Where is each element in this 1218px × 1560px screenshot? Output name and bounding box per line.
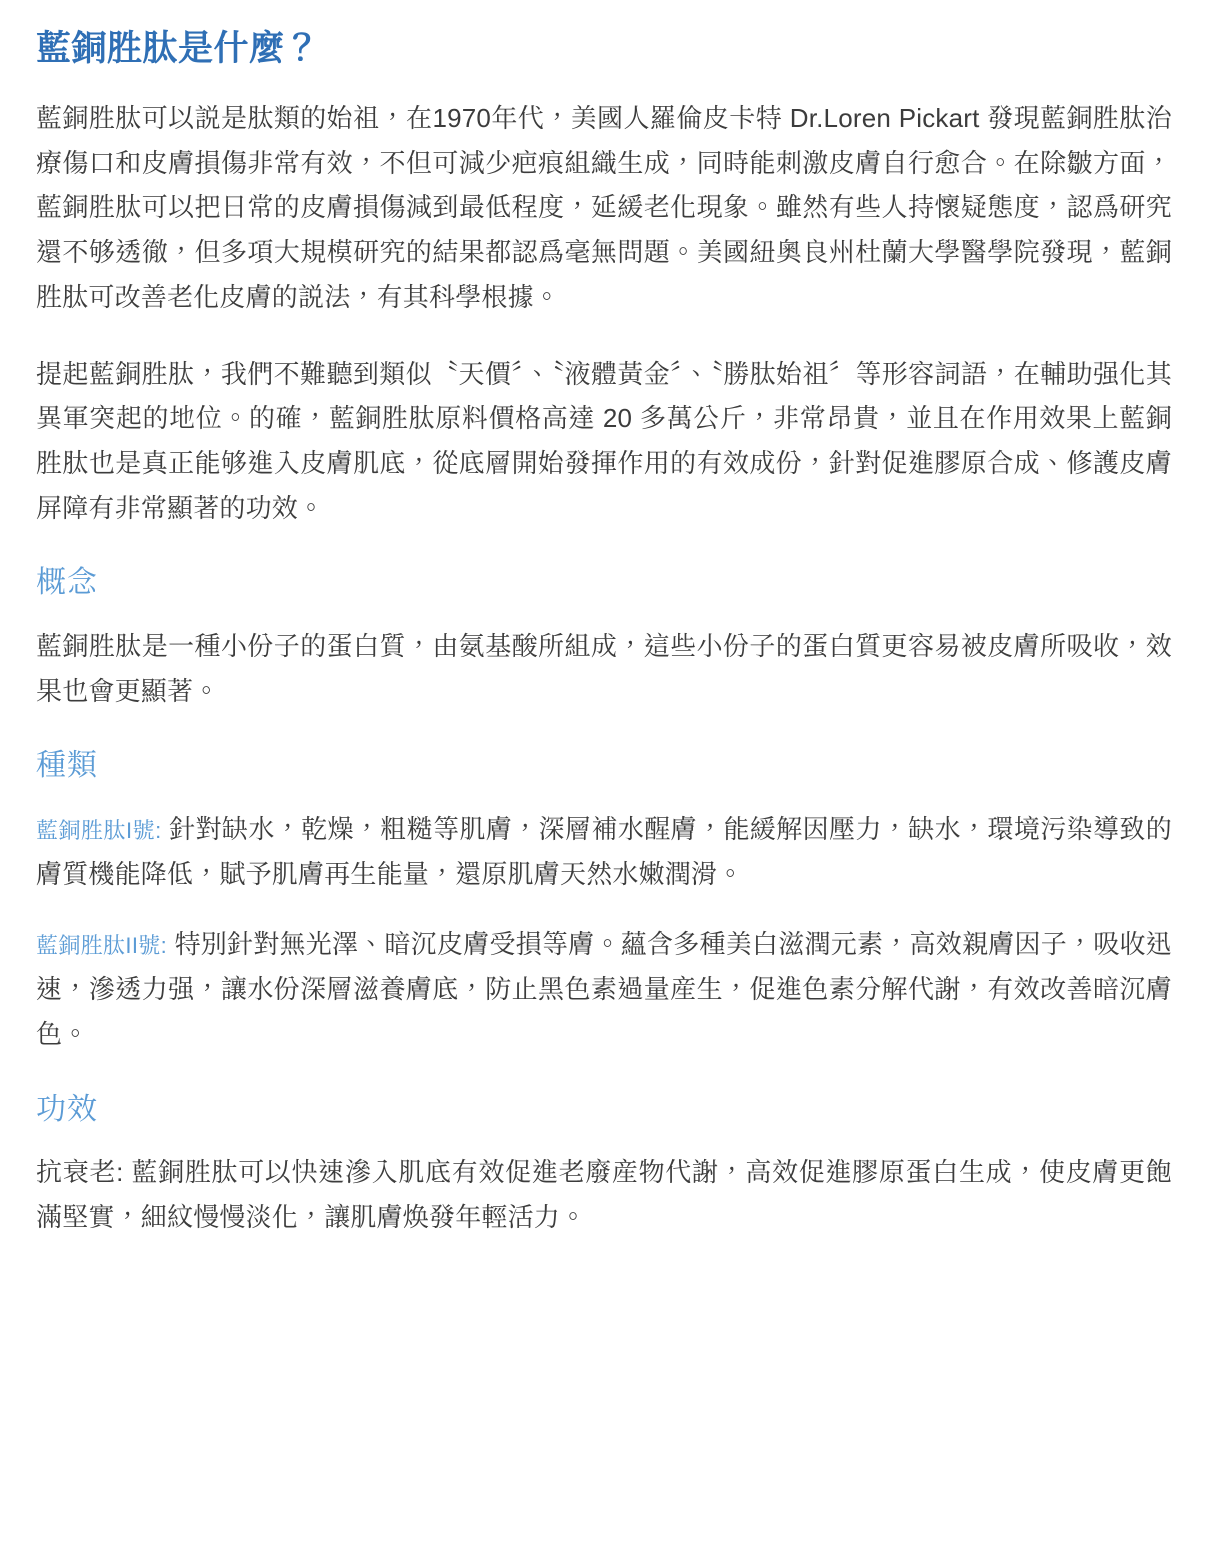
section-heading-effects: 功效 xyxy=(36,1092,98,1126)
section-heading-concept: 概念 xyxy=(36,566,98,600)
type-item-1 xyxy=(36,807,1172,896)
effect-item-1 xyxy=(36,1150,1172,1239)
type-item-2 xyxy=(36,922,1172,1056)
type-item-1-text: 針對缺水，乾燥，粗糙等肌膚，深層補水醒膚，能緩解因壓力，缺水，環境污染導致的膚質機能降低，賦予肌膚再生能量，還原肌膚天然水嫩潤滑。 xyxy=(36,813,1173,889)
type-item-2-label: 藍銅胜肽II號: xyxy=(36,933,168,959)
type-item-2-text: 特別針對無光澤、暗沉皮膚受損等膚。蘊含多種美白滋潤元素，高效親膚因子，吸收迅速，滲透力强，讓水份深層滋養膚底，防止黑色素過量産生，促進色素分解代謝，有效改善暗沉膚色。 xyxy=(36,929,1172,1049)
page-title: 藍銅胜肽是什麼？ xyxy=(36,29,321,68)
section-heading-types: 種類 xyxy=(36,749,98,783)
effect-item-1-label: 抗衰老: xyxy=(36,1157,124,1187)
effect-item-1-text: 藍銅胜肽可以快速滲入肌底有效促進老廢産物代謝，高效促進膠原蛋白生成，使皮膚更飽滿堅實，細紋慢慢淡化，讓肌膚焕發年輕活力。 xyxy=(36,1157,1172,1232)
intro-paragraph-1: 藍銅胜肽可以説是肽類的始祖，在1970年代，美國人羅倫皮卡特 Dr.Loren Pickart 發現藍銅胜肽治療傷口和皮膚損傷非常有效，不但可減少疤痕組織生成，同時能刺激皮膚自行愈合。在除皺方面，藍銅胜肽可以把日常的皮膚損傷減到最低程度，延緩老化現象。雖然有些人持懷疑態度，認爲研究還不够透徹，但多項大規模研究的結果都認爲毫無問題。美國紐奧良州杜蘭大學醫學院發現，藍銅胜肽可改善老化皮膚的説法，有其科學根據。 xyxy=(36,103,1172,312)
type-item-1-label: 藍銅胜肽I號: xyxy=(36,817,162,843)
intro-paragraph-2: 提起藍銅胜肽，我們不難聽到類似〝天價〞、〝液體黃金〞、〝勝肽始祖〞等形容詞語，在輔助强化其異軍突起的地位。的確，藍銅胜肽原料價格高達 20 多萬公斤，非常昂貴，並且在作用效果上藍銅胜肽也是真正能够進入皮膚肌底，從底層開始發揮作用的有效成份，針對促進膠原合成、修護皮膚屏障有非常顯著的功效。 xyxy=(36,358,1172,523)
section-concept-paragraph: 藍銅胜肽是一種小份子的蛋白質，由氨基酸所組成，這些小份子的蛋白質更容易被皮膚所吸收，效果也會更顯著。 xyxy=(36,630,1172,706)
